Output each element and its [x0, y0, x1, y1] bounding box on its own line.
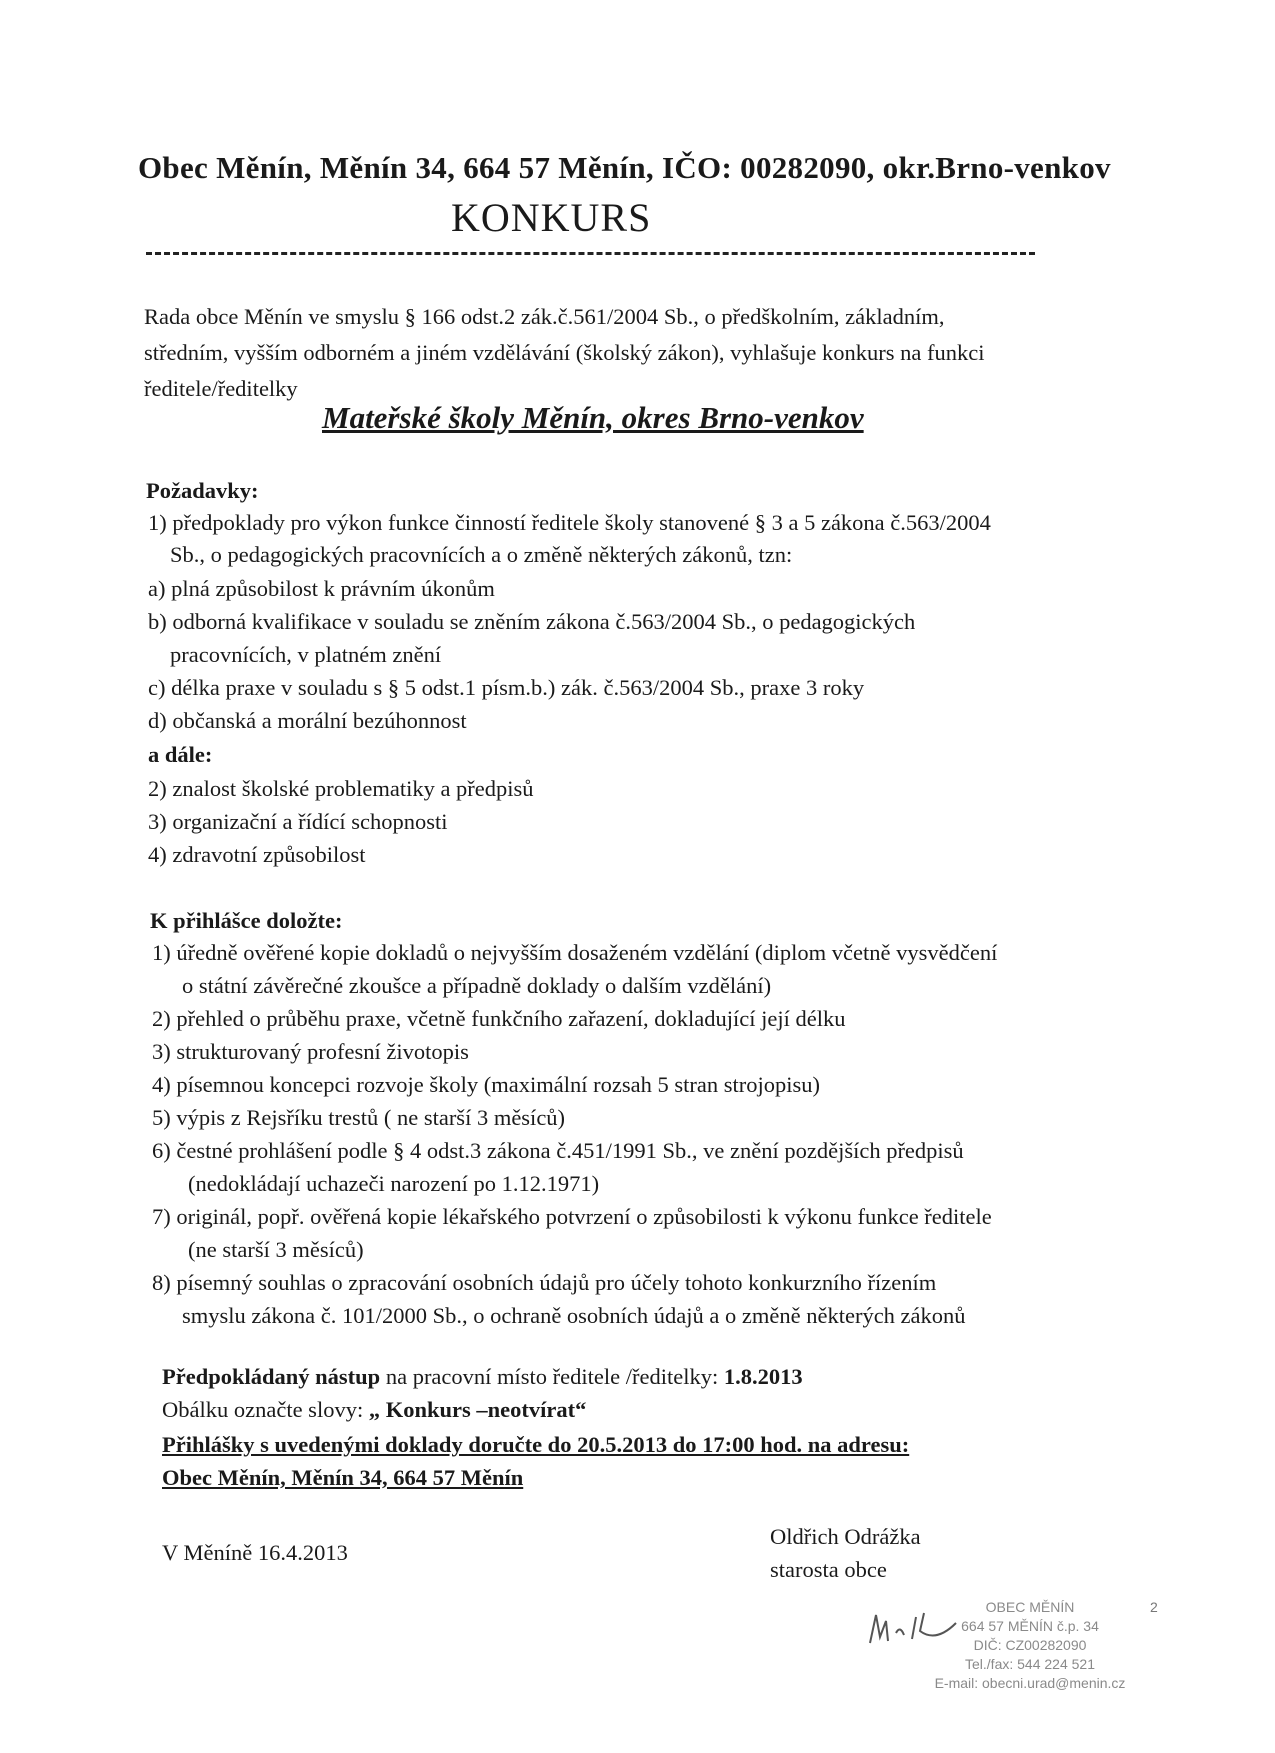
attachment-5: 5) výpis z Rejsříku trestů ( ne starší 3 měsíců)	[152, 1105, 566, 1130]
signatory-role: starosta obce	[770, 1557, 887, 1582]
attachment-8b: smyslu zákona č. 101/2000 Sb., o ochraně osobních údajů a o změně některých zákonů	[182, 1303, 966, 1328]
requirement-a: a) plná způsobilost k právním úkonům	[148, 576, 495, 601]
attachment-1b: o státní závěrečné zkoušce a případně doklady o dalším vzdělání)	[182, 973, 772, 998]
requirement-b2: pracovnících, v platném znění	[170, 642, 442, 667]
org-header: Obec Měnín, Měnín 34, 664 57 Měnín, IČO: 00282090, okr.Brno-venkov	[138, 150, 1111, 185]
signatory-name: Oldřich Odrážka	[770, 1524, 921, 1549]
dashed-divider	[146, 252, 1035, 255]
stamp-line-3: DIČ: CZ00282090	[973, 1637, 1087, 1653]
school-name: Mateřské školy Měnín, okres Brno-venkov	[322, 400, 864, 435]
document-title: KONKURS	[451, 195, 652, 240]
attachment-7b: (ne starší 3 měsíců)	[188, 1237, 364, 1262]
stamp-line-2: 664 57 MĚNÍN č.p. 34	[961, 1618, 1099, 1634]
attachment-3: 3) strukturovaný profesní životopis	[152, 1039, 469, 1064]
stamp-number: 2	[1150, 1599, 1158, 1615]
requirement-b1: b) odborná kvalifikace v souladu se zněním zákona č.563/2004 Sb., o pedagogických	[148, 609, 916, 634]
envelope-line	[162, 1393, 586, 1426]
requirements-further: a dále:	[148, 742, 213, 767]
attachment-6a: 6) čestné prohlášení podle § 4 odst.3 zákona č.451/1991 Sb., ve znění pozdějších předpisů	[152, 1138, 964, 1163]
intro-line-3: ředitele/ředitelky	[144, 376, 298, 401]
requirements-heading: Požadavky:	[146, 478, 259, 503]
attachment-1a: 1) úředně ověřené kopie dokladů o nejvyšším dosaženém vzdělání (diplom včetně vysvědčení	[152, 940, 998, 965]
requirement-1b: Sb., o pedagogických pracovnících a o změně některých zákonů, tzn:	[170, 542, 793, 567]
requirement-4: 4) zdravotní způsobilost	[148, 842, 366, 867]
stamp-line-4: Tel./fax: 544 224 521	[965, 1656, 1095, 1672]
deadline-line-2: Obec Měnín, Měnín 34, 664 57 Měnín	[162, 1465, 524, 1490]
requirement-2: 2) znalost školské problematiky a předpisů	[148, 776, 534, 801]
attachment-7a: 7) originál, popř. ověřená kopie lékařského potvrzení o způsobilosti k výkonu funkce ředitele	[152, 1204, 992, 1229]
deadline-line-1: Přihlášky s uvedenými doklady doručte do 20.5.2013 do 17:00 hod. na adresu:	[162, 1432, 910, 1457]
requirement-c: c) délka praxe v souladu s § 5 odst.1 písm.b.) zák. č.563/2004 Sb., praxe 3 roky	[148, 675, 865, 700]
start-date: 1.8.2013	[723, 1364, 803, 1389]
requirement-3: 3) organizační a řídící schopnosti	[148, 809, 448, 834]
requirement-1a: 1) předpoklady pro výkon funkce činností ředitele školy stanovené § 3 a 5 zákona č.563/2004	[148, 510, 991, 535]
attachment-8a: 8) písemný souhlas o zpracování osobních údajů pro účely tohoto konkurzního řízením	[152, 1270, 937, 1295]
envelope-text: Obálku označte slovy:	[162, 1397, 369, 1422]
start-label: Předpokládaný nástup	[162, 1364, 381, 1389]
attachment-4: 4) písemnou koncepci rozvoje školy (maximální rozsah 5 stran strojopisu)	[152, 1072, 820, 1097]
place-date: V Měníně 16.4.2013	[162, 1540, 348, 1565]
stamp-line-5: E-mail: obecni.urad@menin.cz	[934, 1675, 1126, 1691]
stamp-line-1: OBEC MĚNÍN	[985, 1599, 1075, 1615]
intro-line-2: středním, vyšším odborném a jiném vzdělávání (školský zákon), vyhlašuje konkurs na funkci	[144, 340, 985, 365]
intro-line-1: Rada obce Měnín ve smyslu § 166 odst.2 zák.č.561/2004 Sb., o předškolním, základním,	[144, 304, 945, 329]
start-text: na pracovní místo ředitele /ředitelky:	[380, 1364, 724, 1389]
requirement-d: d) občanská a morální bezúhonnost	[148, 708, 467, 733]
attachment-2: 2) přehled o průběhu praxe, včetně funkčního zařazení, dokladující její délku	[152, 1006, 846, 1031]
attachments-heading: K přihlášce doložte:	[150, 908, 343, 933]
envelope-mark: „ Konkurs –neotvírat“	[368, 1397, 587, 1422]
official-stamp	[910, 1598, 1150, 1693]
attachment-6b: (nedokládají uchazeči narození po 1.12.1971)	[188, 1171, 600, 1196]
start-line	[162, 1360, 803, 1393]
